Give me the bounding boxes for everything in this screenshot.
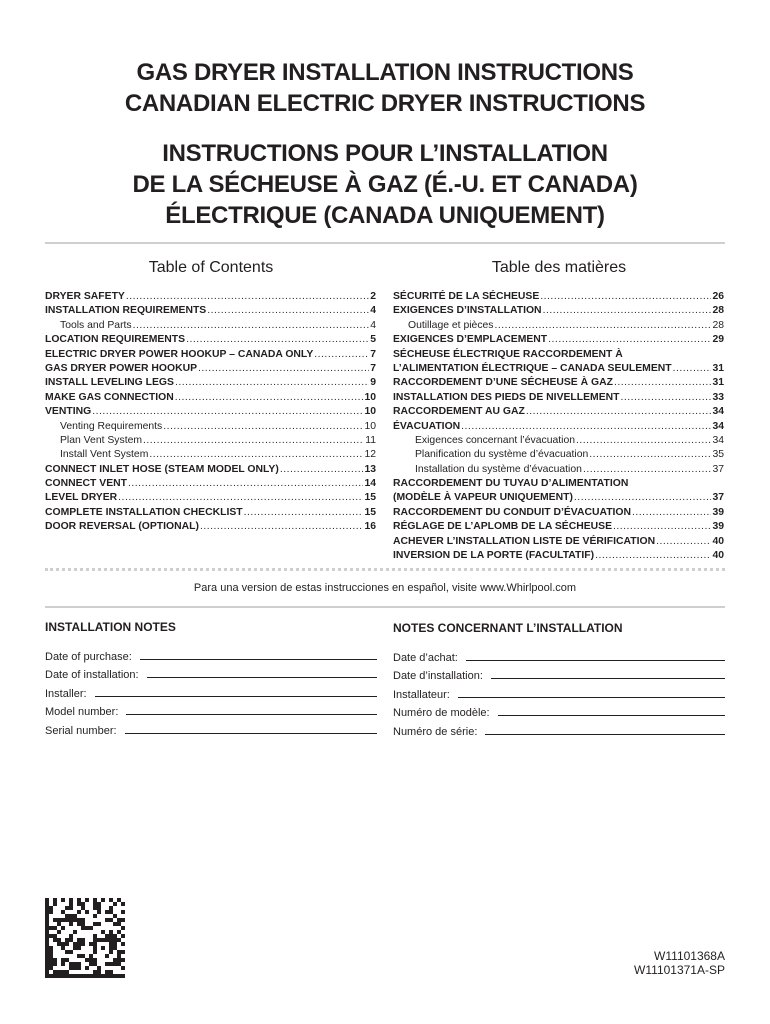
notes-title: NOTES CONCERNANT L’INSTALLATION	[393, 621, 623, 635]
note-field-label: Numéro de modèle:	[393, 707, 490, 720]
toc-entry	[45, 492, 376, 506]
toc-leader-dots	[175, 377, 369, 388]
toc-entry	[393, 536, 724, 550]
toc-leader-dots	[576, 435, 711, 446]
toc-entry-label: INVERSION DE LA PORTE (FACULTATIF)	[393, 550, 595, 562]
toc-leader-dots	[540, 291, 711, 302]
title-english	[0, 57, 770, 119]
note-field-blank-line	[466, 660, 725, 661]
toc-entry-label: CONNECT INLET HOSE (STEAM MODEL ONLY)	[45, 463, 279, 475]
toc-entry	[393, 435, 724, 449]
toc-entry-page: 34	[712, 406, 724, 418]
toc-leader-dots	[244, 507, 364, 518]
toc-leader-dots	[186, 334, 369, 345]
toc-entry-label: ACHEVER L’INSTALLATION LISTE DE VÉRIFICATION	[393, 535, 656, 547]
toc-entry-label: SÉCHEUSE ÉLECTRIQUE RACCORDEMENT À	[393, 348, 623, 360]
toc-entry	[45, 291, 376, 305]
toc-leader-dots	[526, 406, 712, 417]
notes-title: INSTALLATION NOTES	[45, 620, 176, 634]
datamatrix-barcode	[45, 898, 125, 978]
toc-entry-page: 16	[364, 521, 376, 533]
installation-notes-french	[393, 621, 725, 738]
divider	[45, 606, 725, 608]
toc-entry-page: 9	[370, 377, 376, 389]
toc-leader-dots	[314, 349, 369, 360]
toc-entry	[45, 334, 376, 348]
toc-entry-page: 4	[370, 319, 376, 331]
toc-entry	[393, 305, 724, 319]
toc-entry-page: 33	[712, 391, 724, 403]
note-field	[393, 719, 725, 738]
doc-number: W11101368A	[654, 949, 725, 963]
toc-entry-label: Venting Requirements	[60, 420, 163, 432]
toc-entry-page: 7	[370, 348, 376, 360]
note-field-blank-line	[126, 714, 377, 715]
toc-entry	[45, 449, 376, 463]
toc-entry-label: RACCORDEMENT AU GAZ	[393, 406, 525, 418]
toc-entry	[45, 478, 376, 492]
toc-entry	[393, 521, 724, 535]
toc-leader-dots	[200, 521, 363, 532]
toc-leader-dots	[574, 492, 712, 503]
toc-entry-page: 31	[712, 377, 724, 389]
title-french	[0, 138, 770, 231]
toc-entry-page: 7	[370, 362, 376, 374]
toc-entry-label: Planification du système d’évacuation	[415, 449, 589, 461]
toc-entry-label: ELECTRIC DRYER POWER HOOKUP – CANADA ONLY	[45, 348, 314, 360]
toc-entry-label: Install Vent System	[60, 449, 149, 461]
toc-entry-page: 40	[712, 535, 724, 547]
note-field-label: Installateur:	[393, 688, 450, 701]
toc-entry-label: COMPLETE INSTALLATION CHECKLIST	[45, 506, 243, 518]
toc-entry-label: INSTALLATION DES PIEDS DE NIVELLEMENT	[393, 391, 620, 403]
document-numbers	[634, 949, 725, 977]
note-field-blank-line	[491, 678, 725, 679]
toc-entry-label: INSTALL LEVELING LEGS	[45, 377, 174, 389]
toc-entry	[393, 363, 724, 377]
toc-entry	[45, 305, 376, 319]
note-field-blank-line	[95, 696, 377, 697]
spanish-version-note: Para una version de estas instrucciones en español, visite www.Whirlpool.com	[193, 582, 577, 594]
note-field-label: Date of purchase:	[45, 650, 132, 663]
toc-entry-label: INSTALLATION REQUIREMENTS	[45, 305, 207, 317]
toc-entry-page: 2	[370, 291, 376, 302]
toc-entry-label: RACCORDEMENT DU CONDUIT D’ÉVACUATION	[393, 506, 632, 518]
toc-leader-dots	[163, 421, 363, 432]
toc-leader-dots	[128, 478, 363, 489]
toc-entry	[393, 449, 724, 463]
note-field	[393, 682, 725, 701]
note-field-label: Date d’achat:	[393, 651, 458, 664]
toc-entry	[45, 363, 376, 377]
note-field	[393, 664, 725, 683]
toc-leader-dots	[494, 320, 711, 331]
toc-entry-page: 12	[364, 449, 376, 461]
divider-dotted	[45, 568, 725, 571]
toc-entry-label: LEVEL DRYER	[45, 492, 118, 504]
toc-entry	[393, 334, 724, 348]
toc-entry-page: 34	[712, 420, 724, 432]
toc-entry-label: Exigences concernant l’évacuation	[415, 434, 575, 446]
toc-english	[45, 291, 376, 536]
toc-entry-page: 34	[712, 434, 724, 446]
toc-leader-dots	[673, 363, 712, 374]
note-field-label: Serial number:	[45, 724, 117, 737]
toc-entry-page: 11	[365, 434, 376, 446]
toc-entry-page: 15	[364, 492, 376, 504]
toc-leader-dots	[149, 449, 363, 460]
toc-entry-page: 13	[364, 463, 376, 475]
note-field-blank-line	[125, 733, 377, 734]
toc-leader-dots	[583, 464, 712, 475]
toc-entry-label: CONNECT VENT	[45, 478, 127, 490]
toc-leader-dots	[92, 406, 363, 417]
toc-entry-page: 39	[712, 521, 724, 533]
note-field-blank-line	[458, 697, 725, 698]
toc-leader-dots	[589, 449, 711, 460]
title-line: GAS DRYER INSTALLATION INSTRUCTIONS	[136, 59, 634, 86]
toc-entry	[45, 406, 376, 420]
toc-entry	[393, 377, 724, 391]
toc-entry-page: 26	[712, 291, 724, 302]
note-field-label: Numéro de série:	[393, 725, 478, 738]
doc-number: W11101371A-SP	[634, 963, 725, 977]
toc-entry	[393, 550, 724, 564]
toc-entry-label: L’ALIMENTATION ÉLECTRIQUE – CANADA SEULEMENT	[393, 362, 672, 374]
toc-leader-dots	[175, 392, 364, 403]
toc-entry-page: 31	[712, 362, 724, 374]
toc-entry-label: EXIGENCES D’INSTALLATION	[393, 305, 542, 317]
toc-entry	[45, 320, 376, 334]
toc-entry-page: 39	[712, 506, 724, 518]
toc-leader-dots	[126, 291, 369, 302]
toc-entry-page: 5	[370, 334, 376, 346]
toc-entry	[393, 478, 724, 492]
toc-entry-label: Tools and Parts	[60, 319, 132, 331]
toc-entry	[393, 406, 724, 420]
toc-entry-label: LOCATION REQUIREMENTS	[45, 334, 186, 346]
title-line: DE LA SÉCHEUSE À GAZ (É.-U. ET CANADA)	[132, 171, 638, 198]
title-line: INSTRUCTIONS POUR L’INSTALLATION	[162, 140, 608, 167]
toc-entry-page: 37	[712, 492, 724, 504]
note-field-label: Date of installation:	[45, 669, 139, 682]
toc-entry-page: 29	[712, 334, 724, 346]
toc-heading-french: Table des matières	[491, 259, 627, 276]
toc-leader-dots	[280, 464, 364, 475]
toc-leader-dots	[118, 492, 363, 503]
toc-leader-dots	[198, 363, 369, 374]
toc-entry	[393, 291, 724, 305]
toc-entry	[45, 464, 376, 478]
toc-entry-label: MAKE GAS CONNECTION	[45, 391, 174, 403]
toc-entry	[45, 521, 376, 535]
note-field	[45, 644, 377, 663]
toc-entry	[45, 392, 376, 406]
toc-entry	[45, 507, 376, 521]
toc-entry-label: SÉCURITÉ DE LA SÉCHEUSE	[393, 291, 540, 302]
toc-entry-page: 15	[364, 506, 376, 518]
toc-entry-label: DRYER SAFETY	[45, 291, 125, 302]
note-field	[393, 645, 725, 664]
note-field-blank-line	[140, 659, 377, 660]
toc-entry-label: Outillage et pièces	[408, 319, 494, 331]
title-line: CANADIAN ELECTRIC DRYER INSTRUCTIONS	[124, 90, 646, 117]
toc-leader-dots	[614, 377, 711, 388]
toc-leader-dots	[461, 421, 711, 432]
toc-entry-page: 40	[712, 550, 724, 562]
toc-entry-page: 10	[364, 391, 376, 403]
toc-leader-dots	[613, 521, 711, 532]
note-field	[393, 701, 725, 720]
toc-entry	[45, 421, 376, 435]
toc-entry	[45, 435, 376, 449]
toc-entry-label: (MODÈLE À VAPEUR UNIQUEMENT)	[393, 492, 573, 504]
note-field-label: Date d’installation:	[393, 670, 483, 683]
toc-entry-page: 14	[364, 478, 376, 490]
toc-entry-label: RACCORDEMENT D’UNE SÉCHEUSE À GAZ	[393, 377, 613, 389]
note-field	[45, 718, 377, 737]
toc-entry-label: VENTING	[45, 406, 92, 418]
note-field-blank-line	[485, 734, 725, 735]
toc-leader-dots	[543, 305, 712, 316]
toc-entry	[393, 492, 724, 506]
toc-leader-dots	[632, 507, 711, 518]
toc-leader-dots	[656, 536, 711, 547]
toc-entry	[393, 320, 724, 334]
toc-leader-dots	[207, 305, 369, 316]
note-field-blank-line	[147, 677, 377, 678]
note-field-label: Model number:	[45, 706, 119, 719]
toc-leader-dots	[621, 392, 712, 403]
toc-entry	[393, 421, 724, 435]
toc-entry	[45, 349, 376, 363]
toc-entry	[45, 377, 376, 391]
toc-entry-label: GAS DRYER POWER HOOKUP	[45, 362, 198, 374]
toc-entry-label: Installation du système d’évacuation	[415, 463, 582, 475]
toc-entry	[393, 507, 724, 521]
toc-leader-dots	[143, 435, 364, 446]
toc-entry-page: 35	[712, 449, 724, 461]
installation-notes-english	[45, 620, 377, 737]
toc-entry-page: 10	[364, 420, 376, 432]
note-field-blank-line	[498, 715, 725, 716]
toc-entry-label: RÉGLAGE DE L’APLOMB DE LA SÉCHEUSE	[393, 521, 612, 533]
toc-entry-label: ÉVACUATION	[393, 420, 461, 432]
title-line: ÉLECTRIQUE (CANADA UNIQUEMENT)	[165, 202, 605, 229]
toc-entry-page: 28	[712, 319, 724, 331]
toc-entry-page: 28	[712, 305, 724, 317]
toc-leader-dots	[133, 320, 370, 331]
toc-heading-english: Table of Contents	[148, 259, 274, 276]
toc-entry	[393, 392, 724, 406]
toc-leader-dots	[548, 334, 711, 345]
note-field-label: Installer:	[45, 687, 87, 700]
toc-leader-dots	[595, 550, 711, 561]
toc-entry-label: Plan Vent System	[60, 434, 143, 446]
note-field	[45, 700, 377, 719]
toc-entry-page: 10	[364, 406, 376, 418]
toc-entry-label: DOOR REVERSAL (OPTIONAL)	[45, 521, 199, 533]
toc-entry-label: RACCORDEMENT DU TUYAU D’ALIMENTATION	[393, 478, 629, 490]
toc-french	[393, 291, 724, 564]
note-field	[45, 663, 377, 682]
note-field	[45, 681, 377, 700]
toc-entry-page: 37	[712, 463, 724, 475]
toc-entry	[393, 349, 724, 363]
toc-entry-label: EXIGENCES D’EMPLACEMENT	[393, 334, 548, 346]
divider	[45, 242, 725, 244]
toc-entry	[393, 464, 724, 478]
toc-entry-page: 4	[370, 305, 376, 317]
